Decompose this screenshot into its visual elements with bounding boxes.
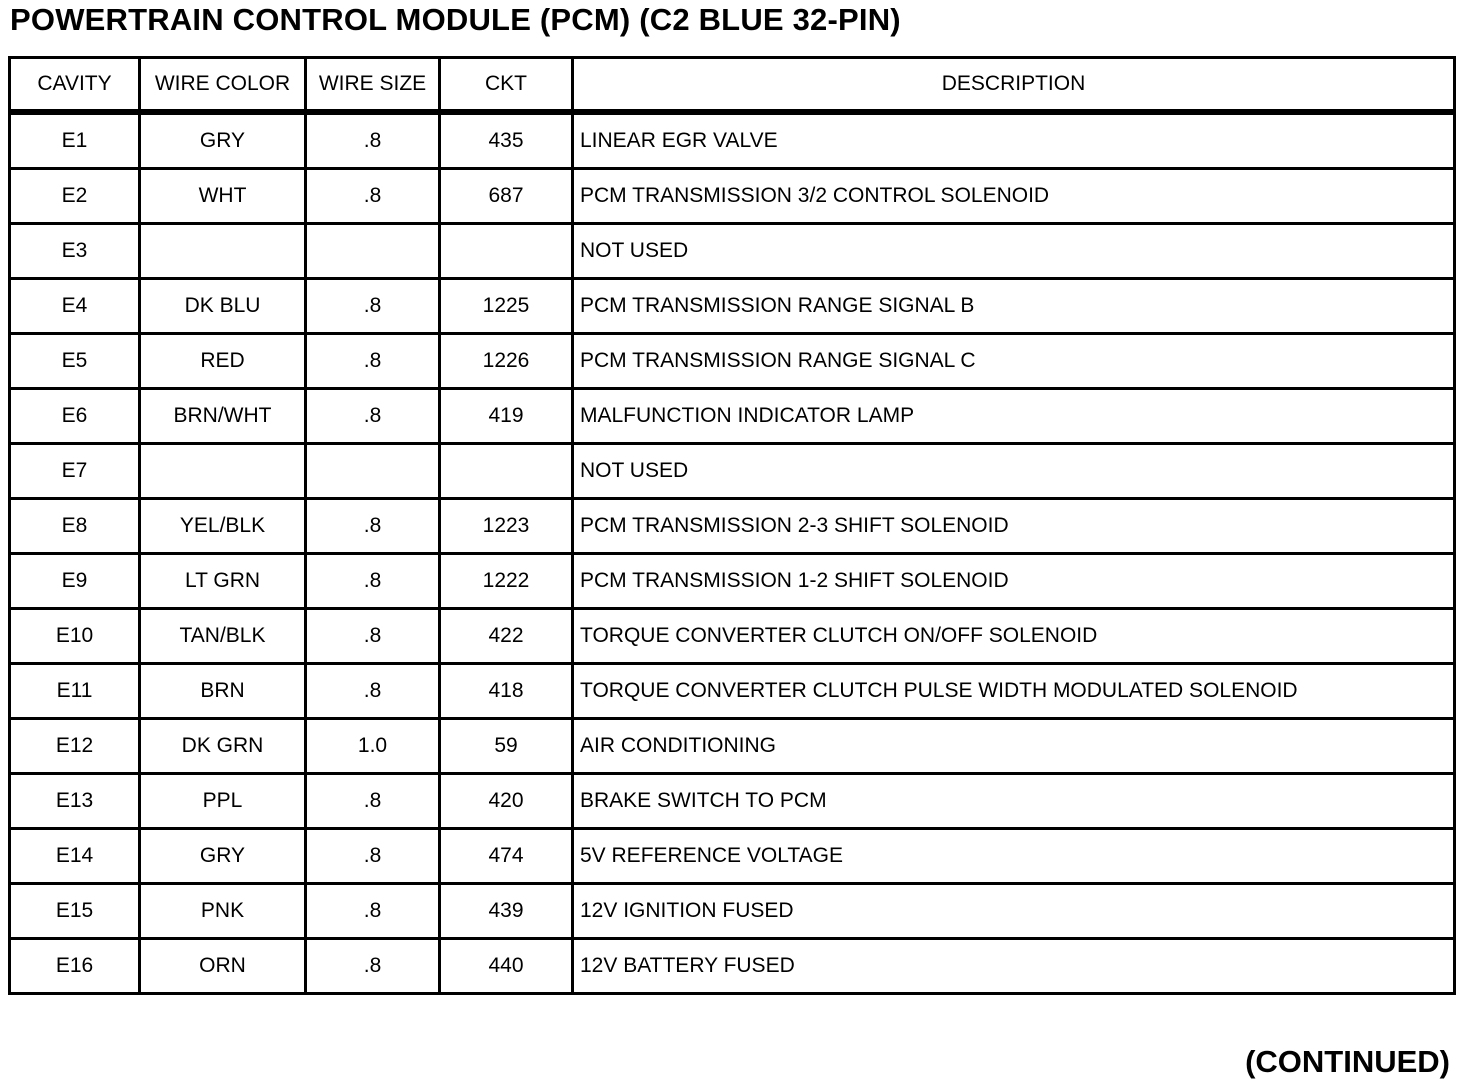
wire-size-cell: .8 [306,334,440,389]
cavity-cell: E7 [10,444,140,499]
cavity-cell: E6 [10,389,140,444]
wire-color-cell: DK BLU [140,279,306,334]
wire-size-cell: .8 [306,499,440,554]
table-row [10,829,1455,884]
ckt-cell: 1222 [440,554,573,609]
description-cell: MALFUNCTION INDICATOR LAMP [573,389,1455,444]
description-cell: PCM TRANSMISSION 2-3 SHIFT SOLENOID [573,499,1455,554]
ckt-cell: 422 [440,609,573,664]
table-row [10,719,1455,774]
table-row [10,169,1455,224]
wire-color-cell: GRY [140,829,306,884]
wire-size-cell [306,224,440,279]
cavity-cell: E12 [10,719,140,774]
wire-size-cell: .8 [306,169,440,224]
ckt-cell: 435 [440,112,573,169]
description-cell: 12V IGNITION FUSED [573,884,1455,939]
connector-pinout-table [8,56,1456,995]
cavity-cell: E3 [10,224,140,279]
wire-size-cell: .8 [306,389,440,444]
description-cell: PCM TRANSMISSION 3/2 CONTROL SOLENOID [573,169,1455,224]
page-title: POWERTRAIN CONTROL MODULE (PCM) (C2 BLUE 32-PIN) [10,2,901,37]
ckt-cell: 1223 [440,499,573,554]
wire-size-cell [306,444,440,499]
cavity-cell: E4 [10,279,140,334]
table-row [10,884,1455,939]
table-row [10,444,1455,499]
column-header-wire-color: WIRE COLOR [140,58,306,113]
cavity-cell: E10 [10,609,140,664]
table-body [10,112,1455,994]
continued-note: (CONTINUED) [1245,1044,1450,1079]
wire-color-cell: RED [140,334,306,389]
description-cell: 12V BATTERY FUSED [573,939,1455,994]
table-row [10,499,1455,554]
ckt-cell: 420 [440,774,573,829]
wire-color-cell [140,224,306,279]
ckt-cell: 419 [440,389,573,444]
table-row [10,224,1455,279]
wire-color-cell: DK GRN [140,719,306,774]
description-cell: TORQUE CONVERTER CLUTCH PULSE WIDTH MODULATED SOLENOID [573,664,1455,719]
description-cell: NOT USED [573,444,1455,499]
wire-size-cell: .8 [306,884,440,939]
ckt-cell: 1226 [440,334,573,389]
cavity-cell: E2 [10,169,140,224]
column-header-wire-size: WIRE SIZE [306,58,440,113]
wire-size-cell: 1.0 [306,719,440,774]
wire-size-cell: .8 [306,279,440,334]
wire-color-cell: YEL/BLK [140,499,306,554]
column-header-ckt: CKT [440,58,573,113]
wire-size-cell: .8 [306,112,440,169]
table-row [10,389,1455,444]
table-row [10,664,1455,719]
ckt-cell: 1225 [440,279,573,334]
wire-color-cell: BRN [140,664,306,719]
wire-size-cell: .8 [306,664,440,719]
wire-size-cell: .8 [306,829,440,884]
table-row [10,112,1455,169]
description-cell: TORQUE CONVERTER CLUTCH ON/OFF SOLENOID [573,609,1455,664]
column-header-cavity: CAVITY [10,58,140,113]
description-cell: 5V REFERENCE VOLTAGE [573,829,1455,884]
table-row [10,609,1455,664]
ckt-cell [440,224,573,279]
description-cell: PCM TRANSMISSION RANGE SIGNAL B [573,279,1455,334]
wire-color-cell: PPL [140,774,306,829]
wire-size-cell: .8 [306,774,440,829]
column-header-description: DESCRIPTION [573,58,1455,113]
cavity-cell: E9 [10,554,140,609]
cavity-cell: E13 [10,774,140,829]
description-cell: PCM TRANSMISSION 1-2 SHIFT SOLENOID [573,554,1455,609]
table-row [10,939,1455,994]
table-header-row [10,58,1455,113]
table-row [10,774,1455,829]
wire-color-cell: ORN [140,939,306,994]
wire-size-cell: .8 [306,554,440,609]
description-cell: AIR CONDITIONING [573,719,1455,774]
wire-color-cell: PNK [140,884,306,939]
ckt-cell: 59 [440,719,573,774]
cavity-cell: E8 [10,499,140,554]
table-row [10,334,1455,389]
description-cell: NOT USED [573,224,1455,279]
description-cell: PCM TRANSMISSION RANGE SIGNAL C [573,334,1455,389]
description-cell: LINEAR EGR VALVE [573,112,1455,169]
wire-color-cell: BRN/WHT [140,389,306,444]
cavity-cell: E16 [10,939,140,994]
description-cell: BRAKE SWITCH TO PCM [573,774,1455,829]
wire-size-cell: .8 [306,609,440,664]
wire-color-cell: LT GRN [140,554,306,609]
table-row [10,554,1455,609]
ckt-cell: 687 [440,169,573,224]
table-row [10,279,1455,334]
ckt-cell: 474 [440,829,573,884]
ckt-cell [440,444,573,499]
cavity-cell: E1 [10,112,140,169]
cavity-cell: E5 [10,334,140,389]
ckt-cell: 418 [440,664,573,719]
ckt-cell: 439 [440,884,573,939]
cavity-cell: E15 [10,884,140,939]
wire-color-cell: GRY [140,112,306,169]
ckt-cell: 440 [440,939,573,994]
cavity-cell: E14 [10,829,140,884]
wire-color-cell [140,444,306,499]
wire-color-cell: TAN/BLK [140,609,306,664]
wire-size-cell: .8 [306,939,440,994]
wire-color-cell: WHT [140,169,306,224]
cavity-cell: E11 [10,664,140,719]
